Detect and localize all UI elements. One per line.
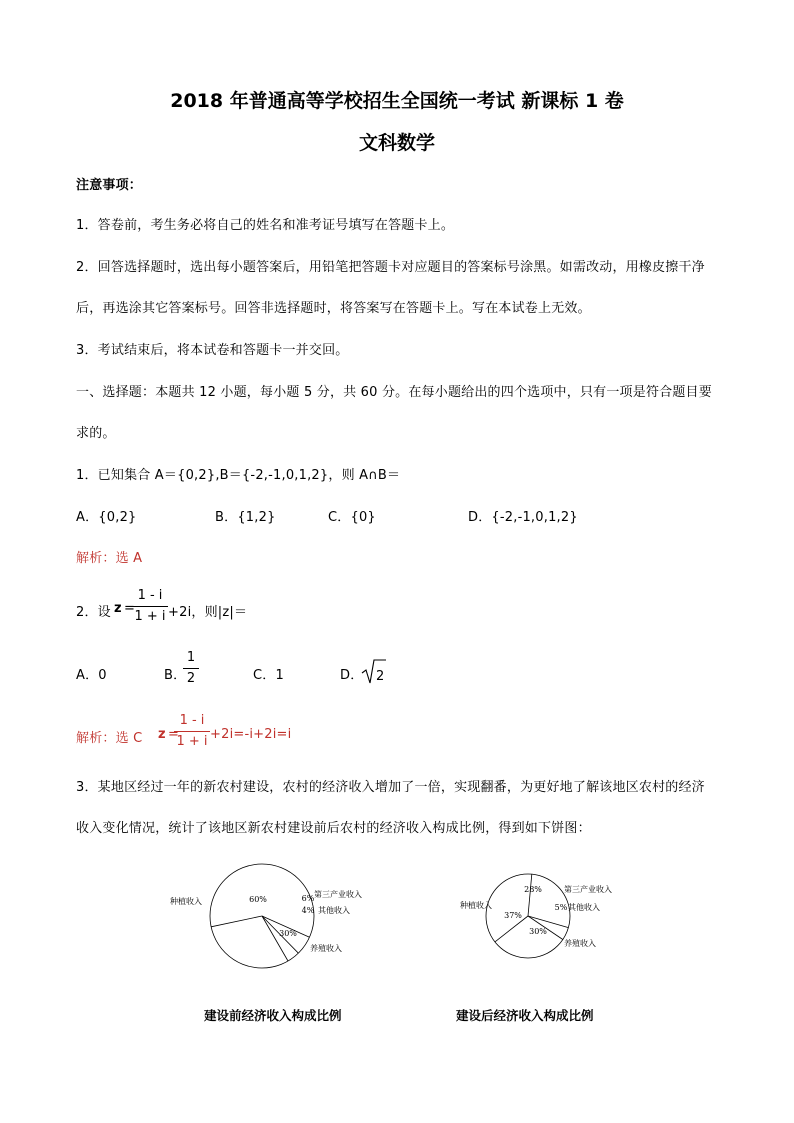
question-3-line-2: 收入变化情况，统计了该地区新农村建设前后农村的经济收入构成比例，得到如下饼图： bbox=[76, 821, 591, 836]
pie-chart-after bbox=[446, 862, 646, 974]
question-2-prefix: 2．设 bbox=[76, 605, 111, 620]
pie-chart-before-caption: 建设前经济收入构成比例 bbox=[204, 1008, 342, 1023]
fraction-denominator: 2 bbox=[186, 671, 196, 686]
notice-heading: 注意事项： bbox=[76, 178, 143, 193]
fraction-numerator: 1 bbox=[186, 650, 196, 665]
pie-category-label: 第三产业收入 bbox=[564, 885, 612, 894]
pie-value-label: 30% bbox=[529, 927, 547, 936]
question-2-fraction bbox=[132, 588, 168, 625]
question-2-answer-tail: +2i=-i+2i=i bbox=[210, 727, 292, 742]
pie-category-label: 第三产业收入 bbox=[314, 890, 362, 899]
pie-category-label: 其他收入 bbox=[568, 903, 600, 912]
question-2-option-b-label: B． bbox=[164, 668, 187, 683]
pie-value-label: 30% bbox=[279, 929, 297, 938]
question-2-answer-fraction bbox=[174, 713, 210, 750]
question-1-option-a: A．{0,2} bbox=[76, 510, 137, 525]
question-2-option-a: A．0 bbox=[76, 668, 107, 683]
question-1-option-b: B．{1,2} bbox=[215, 510, 276, 525]
pie-category-label: 养殖收入 bbox=[310, 944, 342, 953]
pie-value-label: 4% bbox=[301, 906, 315, 915]
question-1-answer: 解析：选 A bbox=[76, 551, 143, 566]
square-root-sign bbox=[360, 656, 390, 686]
pie-chart-after-caption: 建设后经济收入构成比例 bbox=[456, 1008, 594, 1023]
notice-item-2-line-2: 后，再选涂其它答案标号。回答非选择题时，将答案写在答题卡上。写在本试卷上无效。 bbox=[76, 301, 591, 316]
fraction-bar bbox=[132, 606, 168, 607]
question-2-option-c: C．1 bbox=[253, 668, 284, 683]
question-3-line-1: 3．某地区经过一年的新农村建设，农村的经济收入增加了一倍，实现翻番，为更好地了解该地区农村的经济 bbox=[76, 780, 705, 795]
question-2-option-d-radicand: 2 bbox=[376, 669, 385, 684]
notice-item-1: 1．答卷前，考生务必将自己的姓名和准考证号填写在答题卡上。 bbox=[76, 218, 455, 233]
question-2-equals: = bbox=[124, 601, 136, 616]
pie-value-label: 37% bbox=[504, 911, 522, 920]
question-2-answer-variable: z bbox=[158, 727, 166, 742]
fraction-bar bbox=[183, 668, 199, 669]
pie-category-label: 种植收入 bbox=[460, 901, 492, 910]
question-1-option-c: C．{0} bbox=[328, 510, 376, 525]
question-1-option-d: D．{-2,-1,0,1,2} bbox=[468, 510, 578, 525]
section-heading-line-1: 一、选择题：本题共 12 小题，每小题 5 分，共 60 分。在每小题给出的四个选项中，只有一项是符合题目要 bbox=[76, 385, 712, 400]
question-2-option-b-fraction bbox=[183, 650, 199, 687]
page-title: 2018 年普通高等学校招生全国统一考试 新课标 1 卷 bbox=[170, 90, 624, 112]
fraction-numerator: 1 - i bbox=[179, 713, 205, 728]
page-subtitle: 文科数学 bbox=[358, 132, 435, 154]
question-1-stem: 1．已知集合 A＝{0,2},B＝{-2,-1,0,1,2}，则 A∩B＝ bbox=[76, 468, 401, 483]
pie-value-label: 6% bbox=[301, 894, 315, 903]
question-2-option-d-label: D． bbox=[340, 668, 364, 683]
pie-value-label: 5% bbox=[554, 903, 568, 912]
pie-category-label: 种植收入 bbox=[170, 897, 202, 906]
pie-category-label: 其他收入 bbox=[318, 906, 350, 915]
notice-item-3: 3．考试结束后，将本试卷和答题卡一并交回。 bbox=[76, 343, 349, 358]
question-2-tail: +2i，则|z|＝ bbox=[168, 605, 248, 620]
fraction-denominator: 1 + i bbox=[176, 734, 208, 749]
pie-value-label: 60% bbox=[249, 895, 267, 904]
notice-item-2-line-1: 2．回答选择题时，选出每小题答案后，用铅笔把答题卡对应题目的答案标号涂黑。如需改动，用橡皮擦干净 bbox=[76, 260, 705, 275]
pie-chart-before bbox=[170, 862, 390, 974]
fraction-numerator: 1 - i bbox=[137, 588, 163, 603]
question-2-answer-prefix: 解析：选 C bbox=[76, 731, 143, 746]
question-2-answer-equals: = bbox=[168, 727, 180, 742]
question-2-variable: z bbox=[114, 601, 122, 616]
pie-value-label: 28% bbox=[524, 885, 542, 894]
pie-category-label: 养殖收入 bbox=[564, 939, 596, 948]
fraction-denominator: 1 + i bbox=[134, 609, 166, 624]
fraction-bar bbox=[174, 731, 210, 732]
section-heading-line-2: 求的。 bbox=[76, 426, 116, 441]
